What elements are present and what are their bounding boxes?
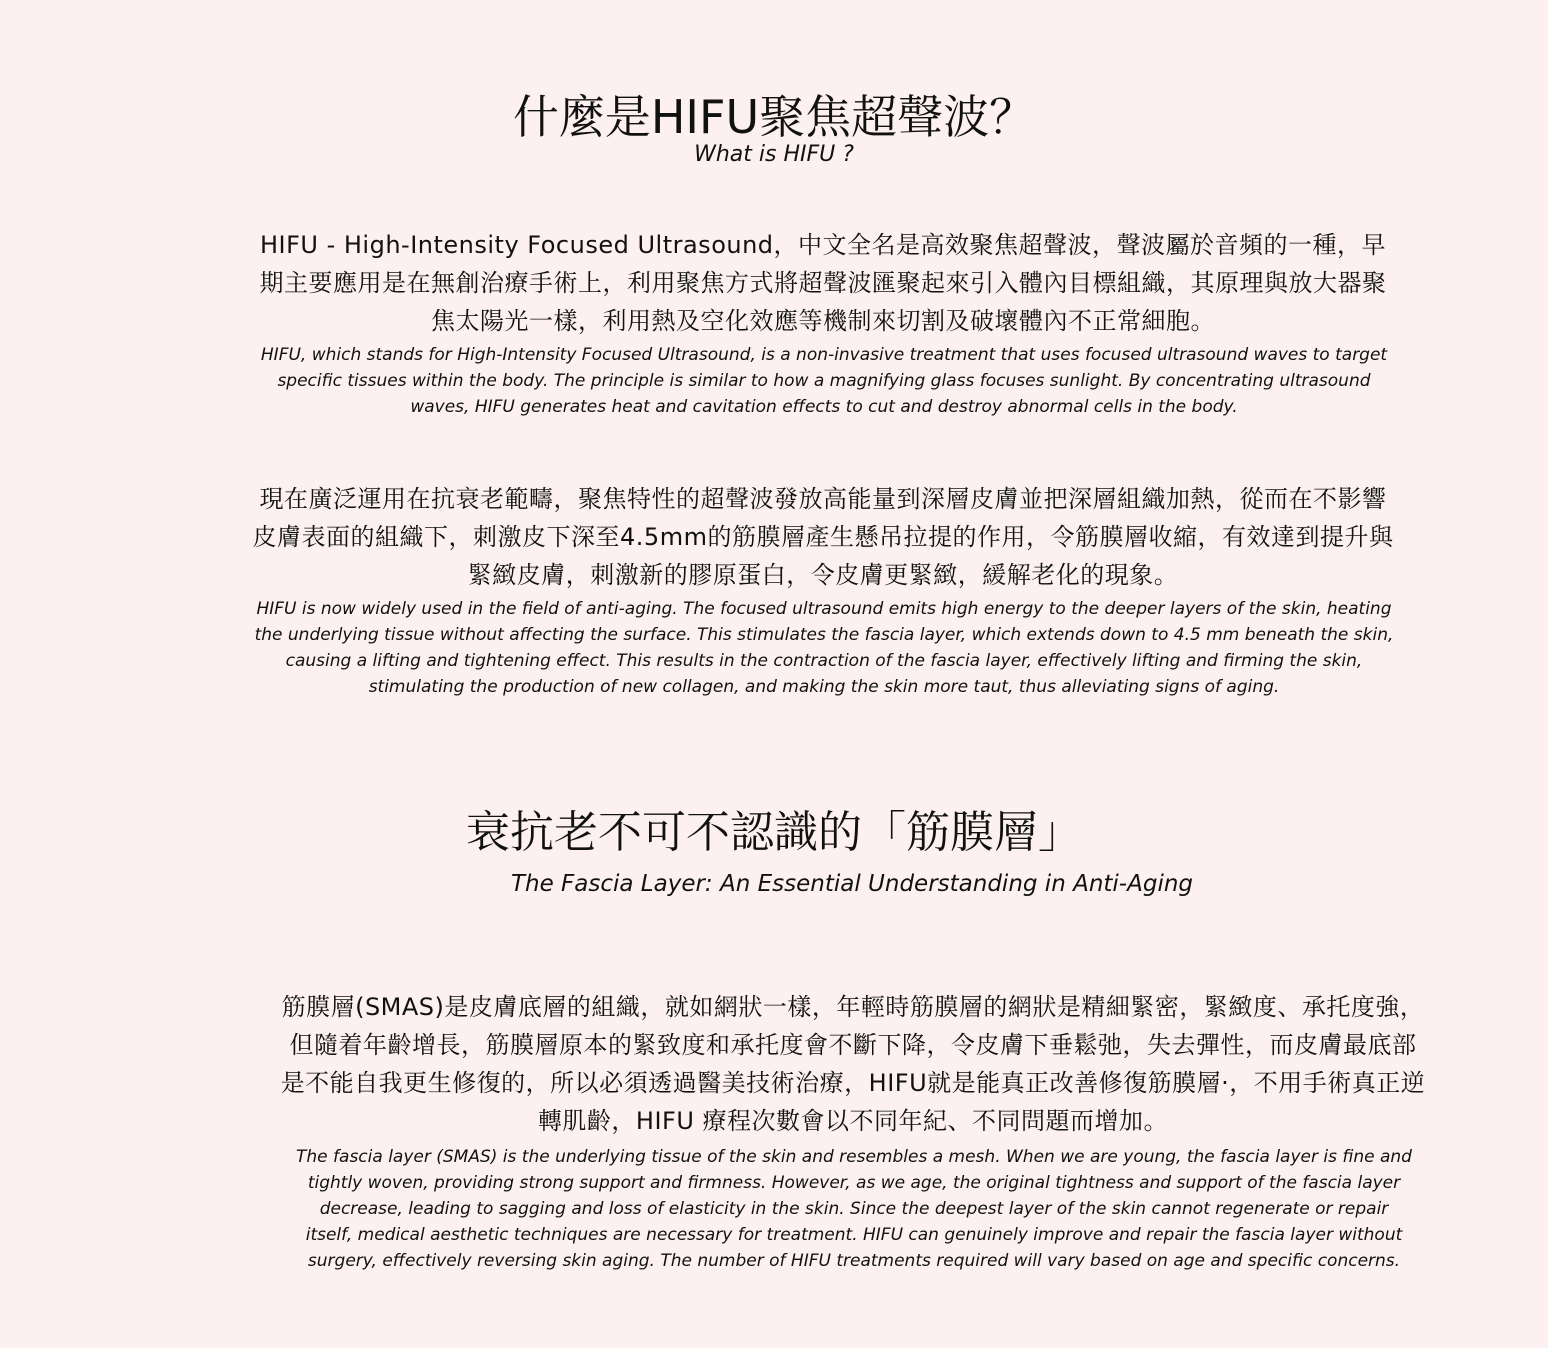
section-title-what-is-hifu: 什麼是HIFU聚焦超聲波？ xyxy=(512,90,1036,144)
paragraph-hifu-definition-zh: HIFU - High-Intensity Focused Ultrasound，中文全名是高效聚焦超聲波，聲波屬於音頻的一種，早期主要應用是在無創治療手術上，利用聚焦方式將超聲波匯聚起來引入體內目標組織，其原理與放大器聚焦太陽光一樣，利用熱及空化效應等機制來切割及破壞體內不正常細胞。 xyxy=(259,231,1387,335)
paragraph-anti-aging-en: HIFU is now widely used in the field of anti-aging. The focused ultrasound emits high energy to the deeper layers of the skin, heating the underlying tissue without affecting the surface. This stimulates the fascia layer, which extends down to 4.5 mm beneath the skin, causing a lifting and tightening effect. This results in the contraction of the fascia layer, effectively lifting and firming the skin, stimulating the production of new collagen, and making the skin more taut, thus alleviating signs of aging. xyxy=(254,599,1394,697)
section-subtitle-fascia-layer: The Fascia Layer: An Essential Understanding in Anti-Aging xyxy=(510,871,1194,897)
section-title-fascia-layer: 衰抗老不可不認識的「筋膜層」 xyxy=(466,807,1082,858)
paragraph-fascia-zh: 筋膜層(SMAS)是皮膚底層的組織，就如網狀一樣，年輕時筋膜層的網狀是精細緊密，緊緻度、承托度強，但隨着年齡增長，筋膜層原本的緊致度和承托度會不斷下降，令皮膚下垂鬆弛，失去彈性，而皮膚最底部是不能自我更生修復的，所以必須透過醫美技術治療，HIFU就是能真正改善修復筋膜層·，不用手術真正逆轉肌齡，HIFU 療程次數會以不同年紀、不同問題而增加。 xyxy=(280,993,1426,1135)
paragraph-fascia-en: The fascia layer (SMAS) is the underlying tissue of the skin and resembles a mesh. When we are young, the fascia layer is fine and tightly woven, providing strong support and firmness. However, as we age, the original tightness and support of the fascia layer decrease, leading to sagging and loss of elasticity in the skin. Since the deepest layer of the skin cannot regenerate or repair itself, medical aesthetic techniques are necessary for treatment. HIFU can genuinely improve and repair the fascia layer without surgery, effectively reversing skin aging. The number of HIFU treatments required will vary based on age and specific concerns. xyxy=(296,1147,1412,1271)
paragraph-anti-aging-zh: 現在廣泛運用在抗衰老範疇，聚焦特性的超聲波發放高能量到深層皮膚並把深層組織加熱，從而在不影響皮膚表面的組織下，刺激皮下深至4.5mm的筋膜層產生懸吊拉提的作用，令筋膜層收縮，有效達到提升與緊緻皮膚，刺激新的膠原蛋白，令皮膚更緊緻，緩解老化的現象。 xyxy=(252,485,1394,589)
paragraph-hifu-definition-en: HIFU, which stands for High-Intensity Focused Ultrasound, is a non-invasive treatment that uses focused ultrasound waves to target specific tissues within the body. The principle is similar to how a magnifying glass focuses sunlight. By concentrating ultrasound waves, HIFU generates heat and cavitation effects to cut and destroy abnormal cells in the body. xyxy=(260,345,1388,417)
section-subtitle-what-is-hifu: What is HIFU ? xyxy=(694,142,854,167)
